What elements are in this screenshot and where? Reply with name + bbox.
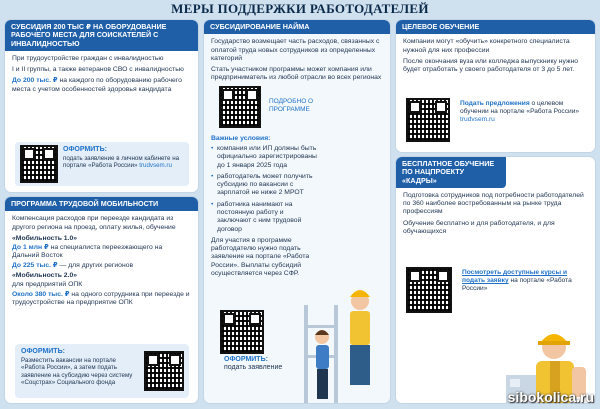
qr-code[interactable]: [220, 310, 264, 354]
text-paragraph: Для участия в программе работодателю нужно подать заявление на портале «Работа России». Выплаты субсидий осуществляется через СФР.: [211, 236, 310, 277]
text-paragraph: Подготовка сотрудников под потребности работодателей по 360 наиболее востребованным на рынке труда профессиям: [403, 191, 584, 216]
offer-highlight: Подать предложения: [460, 100, 530, 107]
watermark-text: sibokolica.ru: [507, 388, 594, 405]
text-paragraph: для предприятий ОПК: [12, 281, 83, 289]
text-paragraph: Государство возмещает часть расходов, связанных с оплатой труда новых сотрудников из определенных категорий: [211, 38, 380, 62]
apply-label: ОФОРМИТЬ:: [224, 356, 268, 363]
text-paragraph: При трудоустройстве граждан с инвалидностью: [12, 54, 164, 62]
list-item: • работодатель может получить субсидию по вакансии с зарплатой не ниже 2 МРОТ: [211, 173, 317, 198]
program-name: «Мобильность 2.0»: [12, 271, 78, 279]
card-mobility: [5, 197, 198, 403]
offer-text: [462, 269, 580, 293]
conditions-list: [211, 145, 317, 234]
text-paragraph: [12, 244, 191, 261]
amount-description: на каждого по оборудованию рабочего места с учетом особенностей здоровья кандидата: [12, 77, 182, 93]
amount-description: на специалиста переезжающего на Дальний Восток: [12, 244, 163, 260]
qr-code[interactable]: [406, 267, 452, 313]
apply-text: Разместить вакансии на портале «Работа России», а затем подать заявление на субсидию через систему «Соцстрах» Социального фонда: [21, 356, 133, 387]
offer-description: на портале «Работа России»: [462, 277, 572, 293]
card-heading: СУБСИДИЯ 200 ТЫС ₽ НА ОБОРУДОВАНИЕ РАБОЧЕГО МЕСТА ДЛЯ СОИСКАТЕЛЕЙ С ИНВАЛИДНОСТЬЮ: [5, 20, 198, 51]
card-free-training: [396, 157, 595, 403]
list-item: • работника нанимают на постоянную работу и заключают с ним трудовой договор: [211, 201, 317, 234]
text-paragraph: [12, 77, 191, 94]
offer-box: [402, 96, 590, 148]
program-name: «Мобильность 1.0»: [12, 234, 78, 242]
apply-box: [15, 344, 189, 398]
apply-label: ОФОРМИТЬ:: [21, 348, 65, 355]
text-paragraph: I и II группы, а также ветеранов СВО с инвалидностью: [12, 66, 184, 74]
qr-code[interactable]: [406, 98, 450, 142]
conditions-title: Важные условия:: [211, 134, 271, 142]
amount-highlight: Около 380 тыс. ₽: [12, 290, 70, 298]
list-item: • компания или ИП должны быть официально зарегистрированы до 1 января 2025 года: [211, 145, 317, 170]
amount-description: на одного сотрудника при переезде и трудоустройстве на предприятие ОПК: [12, 290, 190, 306]
text-paragraph: [12, 262, 191, 270]
apply-box: [15, 142, 189, 186]
trudvsem-link[interactable]: trudvsem.ru: [460, 116, 495, 124]
apply-text: подать заявление в личном кабинете на портале «Работа России» trudvsem.ru: [63, 154, 180, 170]
qr-code[interactable]: [219, 86, 261, 128]
text-paragraph: После окончания вуза или колледжа выпускнику нужно будет отработать у своего работодателя от 3 до 5 лет.: [403, 57, 579, 74]
apply-box: [212, 310, 302, 380]
trudvsem-link[interactable]: trudvsem.ru: [139, 162, 172, 170]
offer-description: о целевом обучении на портале «Работа России»: [460, 100, 580, 116]
card-heading: БЕСПЛАТНОЕ ОБУЧЕНИЕ ПО НАЦПРОЕКТУ «КАДРЫ»: [396, 157, 506, 188]
card-heading: СУБСИДИРОВАНИЕ НАЙМА: [204, 20, 390, 34]
apply-text: подать заявление: [224, 364, 283, 371]
apply-label: ОФОРМИТЬ:: [63, 146, 107, 153]
amount-highlight: До 1 млн ₽: [12, 244, 49, 252]
text-paragraph: Компании могут «обучить» конкретного специалиста нужной для них профессии: [403, 38, 570, 54]
offer-text: [460, 100, 580, 124]
amount-highlight: До 200 тыс. ₽: [12, 77, 58, 85]
text-paragraph: Обучение бесплатно и для работодателя, и для обучающихся: [403, 219, 555, 235]
workers-illustration: [294, 275, 390, 403]
offer-highlight[interactable]: Посмотреть доступные курсы и подать заявку: [462, 269, 567, 285]
card-targeted-training: [396, 20, 595, 152]
qr-caption[interactable]: ПОДРОБНО О ПРОГРАММЕ: [269, 97, 314, 113]
text-paragraph: Стать участником программы может компания или предприниматель из любой отрасли во всех регионах: [211, 66, 382, 82]
text-paragraph: Компенсация расходов при переезде кандидата из другого региона на проезд, оплату жилья, обучение: [12, 215, 176, 231]
offer-box: [402, 265, 592, 321]
card-hiring-subsidy: [204, 20, 390, 403]
page-title: МЕРЫ ПОДДЕРЖКИ РАБОТОДАТЕЛЕЙ: [171, 1, 429, 16]
card-heading: ЦЕЛЕВОЕ ОБУЧЕНИЕ: [396, 20, 595, 34]
qr-code[interactable]: [144, 351, 184, 391]
amount-description: — для других регионов: [59, 261, 134, 269]
amount-highlight: До 225 тыс. ₽: [12, 261, 58, 269]
card-subsidy-disabled: [5, 20, 198, 192]
qr-code[interactable]: [20, 145, 58, 183]
card-heading: ПРОГРАММА ТРУДОВОЙ МОБИЛЬНОСТИ: [5, 197, 198, 211]
text-paragraph: [12, 291, 191, 308]
